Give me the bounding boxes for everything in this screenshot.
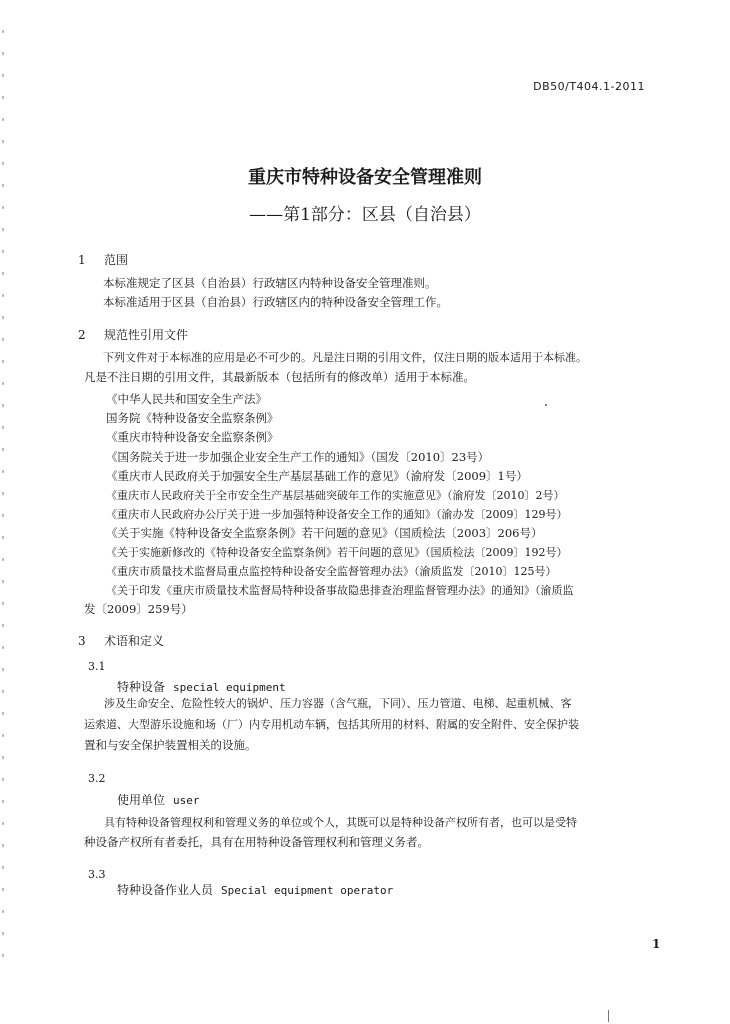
section-number: 1 <box>78 253 86 267</box>
paragraph-line: 下列文件对于本标准的应用是必不可少的。凡是注日期的引用文件，仅注日期的版本适用于本标准。 <box>103 351 587 364</box>
reference-item: 《重庆市人民政府关于全市安全生产基层基础突破年工作的实施意见》（渝府发〔2010〕2号） <box>106 489 565 502</box>
document-subtitle: ——第1部分：区县（自治县） <box>249 205 481 225</box>
paragraph-line: 本标准适用于区县（自治县）行政辖区内的特种设备安全管理工作。 <box>103 295 448 309</box>
term-en: special equipment <box>173 681 286 694</box>
reference-item: 《重庆市特种设备安全监察条例》 <box>106 430 279 444</box>
term-zh: 特种设备 <box>117 680 166 694</box>
term-number: 3.1 <box>88 660 106 673</box>
section-3-heading <box>78 632 164 649</box>
term-number: 3.2 <box>88 772 106 785</box>
definition-line: 运索道、大型游乐设施和场（厂）内专用机动车辆，包括其所用的材料、附属的安全附件、安全保护装 <box>84 718 579 731</box>
definition-line: 置和与安全保护装置相关的设施。 <box>84 738 257 752</box>
section-number: 2 <box>78 328 86 342</box>
document-number: DB50/T404.1-2011 <box>533 80 645 93</box>
scan-edge-mark <box>608 1010 609 1022</box>
definition-line: 涉及生命安全、危险性较大的锅炉、压力容器（含气瓶，下同）、压力管道、电梯、起重机械、客 <box>104 697 572 710</box>
reference-item: 《重庆市人民政府办公厅关于进一步加强特种设备安全工作的通知》（渝办发〔2009〕129号） <box>106 508 568 521</box>
section-title: 规范性引用文件 <box>104 328 189 342</box>
binding-edge-marks <box>2 30 4 970</box>
term-zh: 特种设备作业人员 <box>117 883 214 897</box>
document-title: 重庆市特种设备安全管理准则 <box>248 167 482 188</box>
section-title: 范围 <box>104 253 129 267</box>
reference-item: 国务院《特种设备安全监察条例》 <box>106 411 279 425</box>
term-heading <box>117 678 286 695</box>
term-en: user <box>173 794 200 807</box>
reference-item: 《关于实施《特种设备安全监察条例》若干问题的意见》（国质检法〔2003〕206号） <box>106 526 543 540</box>
reference-item: 《关于印发《重庆市质量技术监督局特种设备事故隐患排查治理监督管理办法》的通知》（渝质监 <box>106 584 574 597</box>
section-1-heading <box>78 251 128 268</box>
page-number: 1 <box>652 937 661 951</box>
section-title: 术语和定义 <box>104 634 165 648</box>
term-en: Special equipment operator <box>221 884 394 897</box>
term-number: 3.3 <box>88 868 106 881</box>
reference-item: 《重庆市人民政府关于加强安全生产基层基础工作的意见》（渝府发〔2009〕1号） <box>106 469 528 483</box>
reference-item: 《重庆市质量技术监督局重点监控特种设备安全监督管理办法》（渝质监发〔2010〕125号） <box>106 565 557 578</box>
section-2-heading <box>78 326 188 343</box>
term-heading <box>117 791 200 808</box>
definition-line: 具有特种设备管理权利和管理义务的单位或个人，其既可以是特种设备产权所有者，也可以是受特 <box>104 816 577 829</box>
definition-line: 种设备产权所有者委托，具有在用特种设备管理权利和管理义务者。 <box>84 835 429 849</box>
section-number: 3 <box>78 634 86 648</box>
scan-speck <box>545 404 547 406</box>
paragraph-line: 凡是不注日期的引用文件，其最新版本（包括所有的修改单）适用于本标准。 <box>84 370 475 384</box>
paragraph-line: 本标准规定了区县（自治县）行政辖区内特种设备安全管理准则。 <box>103 276 437 290</box>
reference-item: 《国务院关于进一步加强企业安全生产工作的通知》（国发〔2010〕23号） <box>106 450 490 464</box>
reference-item: 发〔2009〕259号） <box>84 602 193 616</box>
reference-item: 《关于实施新修改的《特种设备安全监察条例》若干问题的意见》（国质检法〔2009〕192号） <box>106 546 568 559</box>
term-heading <box>117 881 393 898</box>
term-zh: 使用单位 <box>117 793 166 807</box>
reference-item: 《中华人民共和国安全生产法》 <box>106 392 267 406</box>
